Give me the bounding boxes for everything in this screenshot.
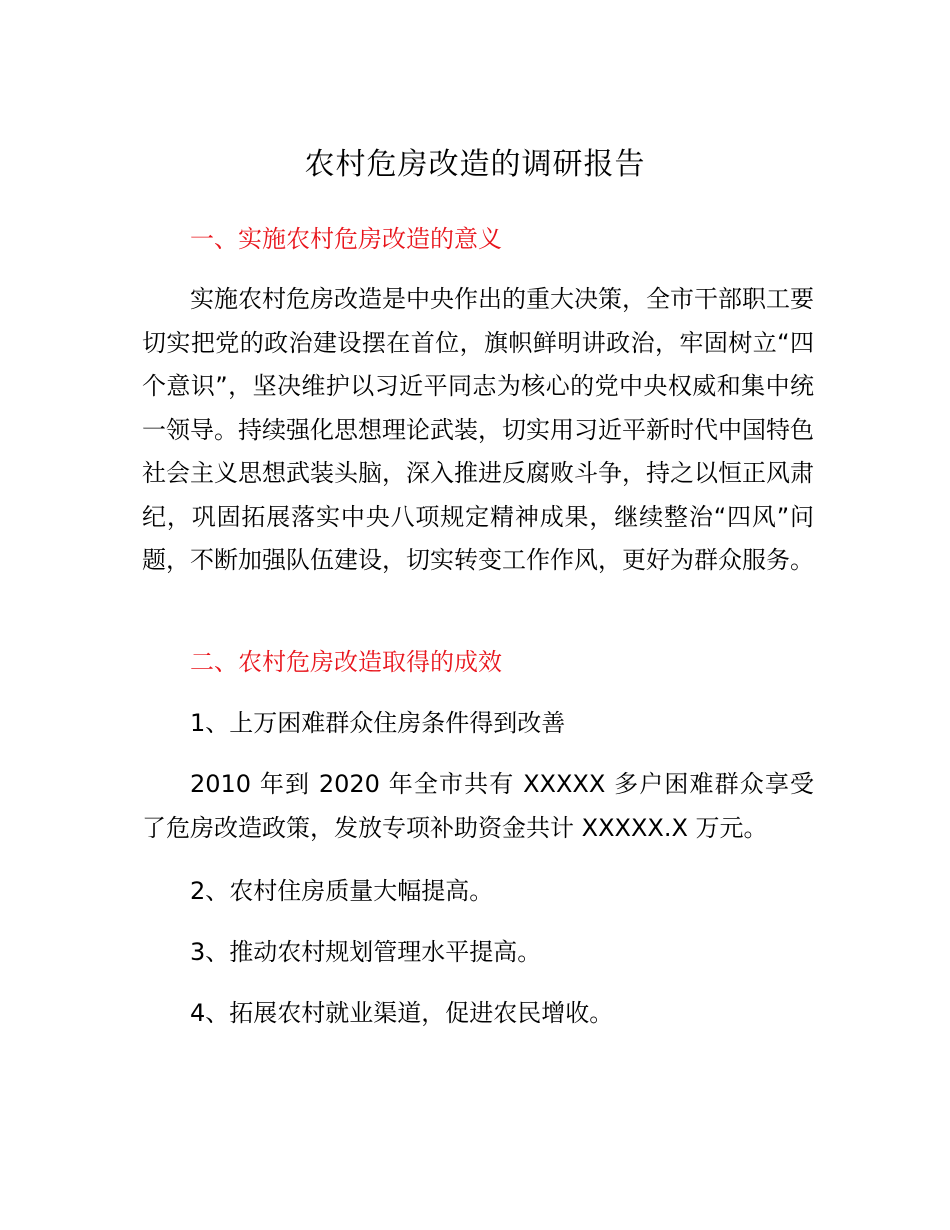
section-1-heading: 一、实施农村危房改造的意义	[190, 225, 502, 253]
achievement-item-1-paragraph: 2010 年到 2020 年全市共有 XXXXX 多户困难群众享受了危房改造政策，发放专项补助资金共计 XXXXX.X 万元。	[142, 770, 814, 842]
document-title: 农村危房改造的调研报告	[304, 147, 646, 182]
section-2-heading: 二、农村危房改造取得的成效	[190, 648, 502, 676]
achievement-item-4: 4、拓展农村就业渠道，促进农民增收。	[190, 999, 614, 1027]
achievement-item-3: 3、推动农村规划管理水平提高。	[190, 938, 542, 966]
section-1-paragraph: 实施农村危房改造是中央作出的重大决策，全市干部职工要切实把党的政治建设摆在首位，旗帜鲜明讲政治，牢固树立“四个意识”，坚决维护以习近平同志为核心的党中央权威和集中统一领导。持续强化思想理论武装，切实用习近平新时代中国特色社会主义思想武装头脑，深入推进反腐败斗争，持之以恒正风肃纪，巩固拓展落实中央八项规定精神成果，继续整治“四风”问题，不断加强队伍建设，切实转变工作作风，更好为群众服务。	[142, 285, 814, 574]
achievement-item-2: 2、农村住房质量大幅提高。	[190, 877, 494, 905]
achievement-item-1: 1、上万困难群众住房条件得到改善	[190, 709, 566, 737]
